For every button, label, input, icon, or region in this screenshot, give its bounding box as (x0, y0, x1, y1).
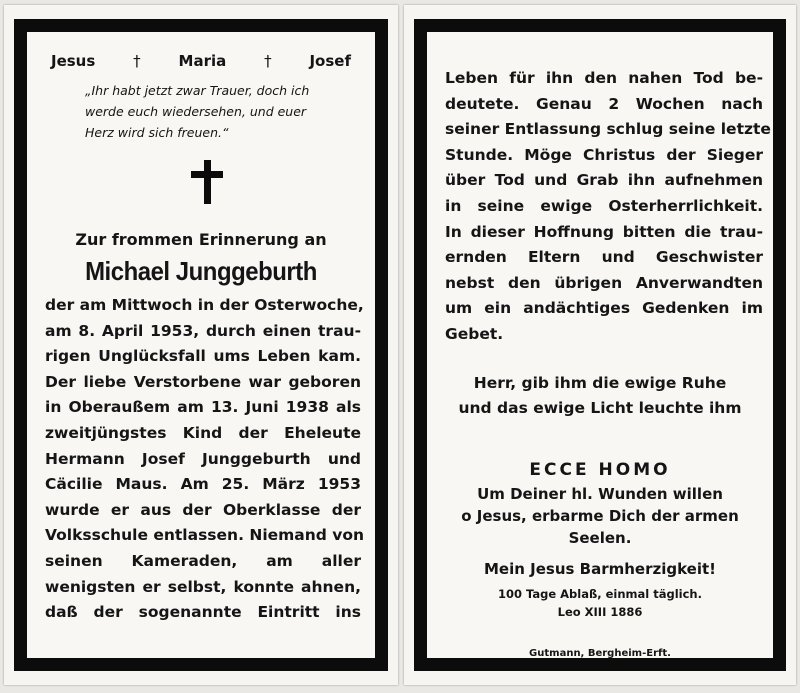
text-line: um ein andächtiges Gedenken im (445, 299, 763, 318)
text-line: seinen Kameraden, am aller (45, 551, 361, 570)
prayer-line: Seelen. (568, 529, 632, 547)
prayer-line: Um Deiner hl. Wunden willen (477, 485, 723, 503)
mercy-invocation: Mein Jesus Barmherzigkeit! (484, 560, 716, 578)
closing-prayer (427, 371, 773, 421)
quote-line: „Ihr habt jetzt zwar Trauer, doch ich (85, 83, 310, 98)
deceased-name: Michael Junggeburth (85, 256, 317, 286)
text-line: Volksschule entlassen. Niemand von (45, 526, 365, 545)
text-line: Hermann Josef Junggeburth und (45, 449, 361, 468)
text-line: nebst den übrigen Anverwandten (445, 273, 763, 292)
text-line: In dieser Hoffnung bitten die trau- (445, 222, 763, 241)
text-line: Stunde. Möge Christus der Sieger (445, 145, 763, 164)
text-line: deutete. Genau 2 Wochen nach (445, 94, 763, 113)
indulgence-line: Leo XIII 1886 (557, 605, 643, 619)
prayer-line: o Jesus, erbarme Dich der armen (461, 507, 739, 525)
header-name-jesus: Jesus (51, 52, 96, 70)
holy-family-header (51, 52, 351, 70)
cross-icon (189, 160, 225, 204)
mourning-border-left (14, 19, 388, 671)
text-line: seiner Entlassung schlug seine letzte (445, 120, 771, 139)
ecce-homo-heading: ECCE HOMO (529, 460, 671, 480)
text-line: Cäcilie Maus. Am 25. März 1953 (45, 475, 361, 494)
text-line: daß der sogenannte Eintritt ins (45, 603, 361, 622)
indulgence-note (427, 585, 773, 621)
text-line: in seine ewige Osterherrlichkeit. (445, 196, 763, 215)
prayer-line: und das ewige Licht leuchte ihm (458, 399, 742, 417)
text-line: rigen Unglücksfall ums Leben kam. (45, 347, 361, 366)
memory-line: Zur frommen Erinnerung an (75, 230, 327, 249)
card-right (404, 5, 796, 685)
indulgence-line: 100 Tage Ablaß, einmal täglich. (497, 587, 702, 601)
text-line: Der liebe Verstorbene war geboren (45, 372, 361, 391)
text-line: zweitjüngstes Kind der Eheleute (45, 423, 361, 442)
quote-line: Herz wird sich freuen.“ (85, 125, 229, 140)
ecce-homo-prayer (427, 483, 773, 549)
prayer-line: Herr, gib ihm die ewige Ruhe (473, 374, 727, 392)
text-line: wenigsten er selbst, konnte ahnen, (45, 577, 361, 596)
obituary-text-right (445, 66, 771, 348)
text-line: Gebet. (445, 324, 504, 343)
header-name-maria: Maria (178, 52, 227, 70)
printer-imprint: Gutmann, Bergheim-Erft. (529, 648, 671, 659)
obituary-text-left (45, 293, 365, 626)
text-line: ernden Eltern und Geschwister (445, 248, 763, 267)
header-cross-2: † (264, 52, 272, 70)
text-line: in Oberaußem am 13. Juni 1938 als (45, 398, 361, 417)
text-line: am 8. April 1953, durch einen trau- (45, 321, 361, 340)
text-line: Leben für ihn den nahen Tod be- (445, 69, 763, 87)
text-line: über Tod und Grab ihn aufnehmen (445, 171, 763, 190)
card-left (4, 5, 398, 685)
bible-quote (85, 80, 365, 143)
mourning-border-right (414, 19, 786, 671)
text-line: der am Mittwoch in der Osterwoche, (45, 296, 364, 314)
header-name-josef: Josef (309, 52, 351, 70)
text-line: wurde er aus der Oberklasse der (45, 500, 361, 519)
quote-line: werde euch wiedersehen, und euer (85, 104, 307, 119)
header-cross-1: † (133, 52, 141, 70)
